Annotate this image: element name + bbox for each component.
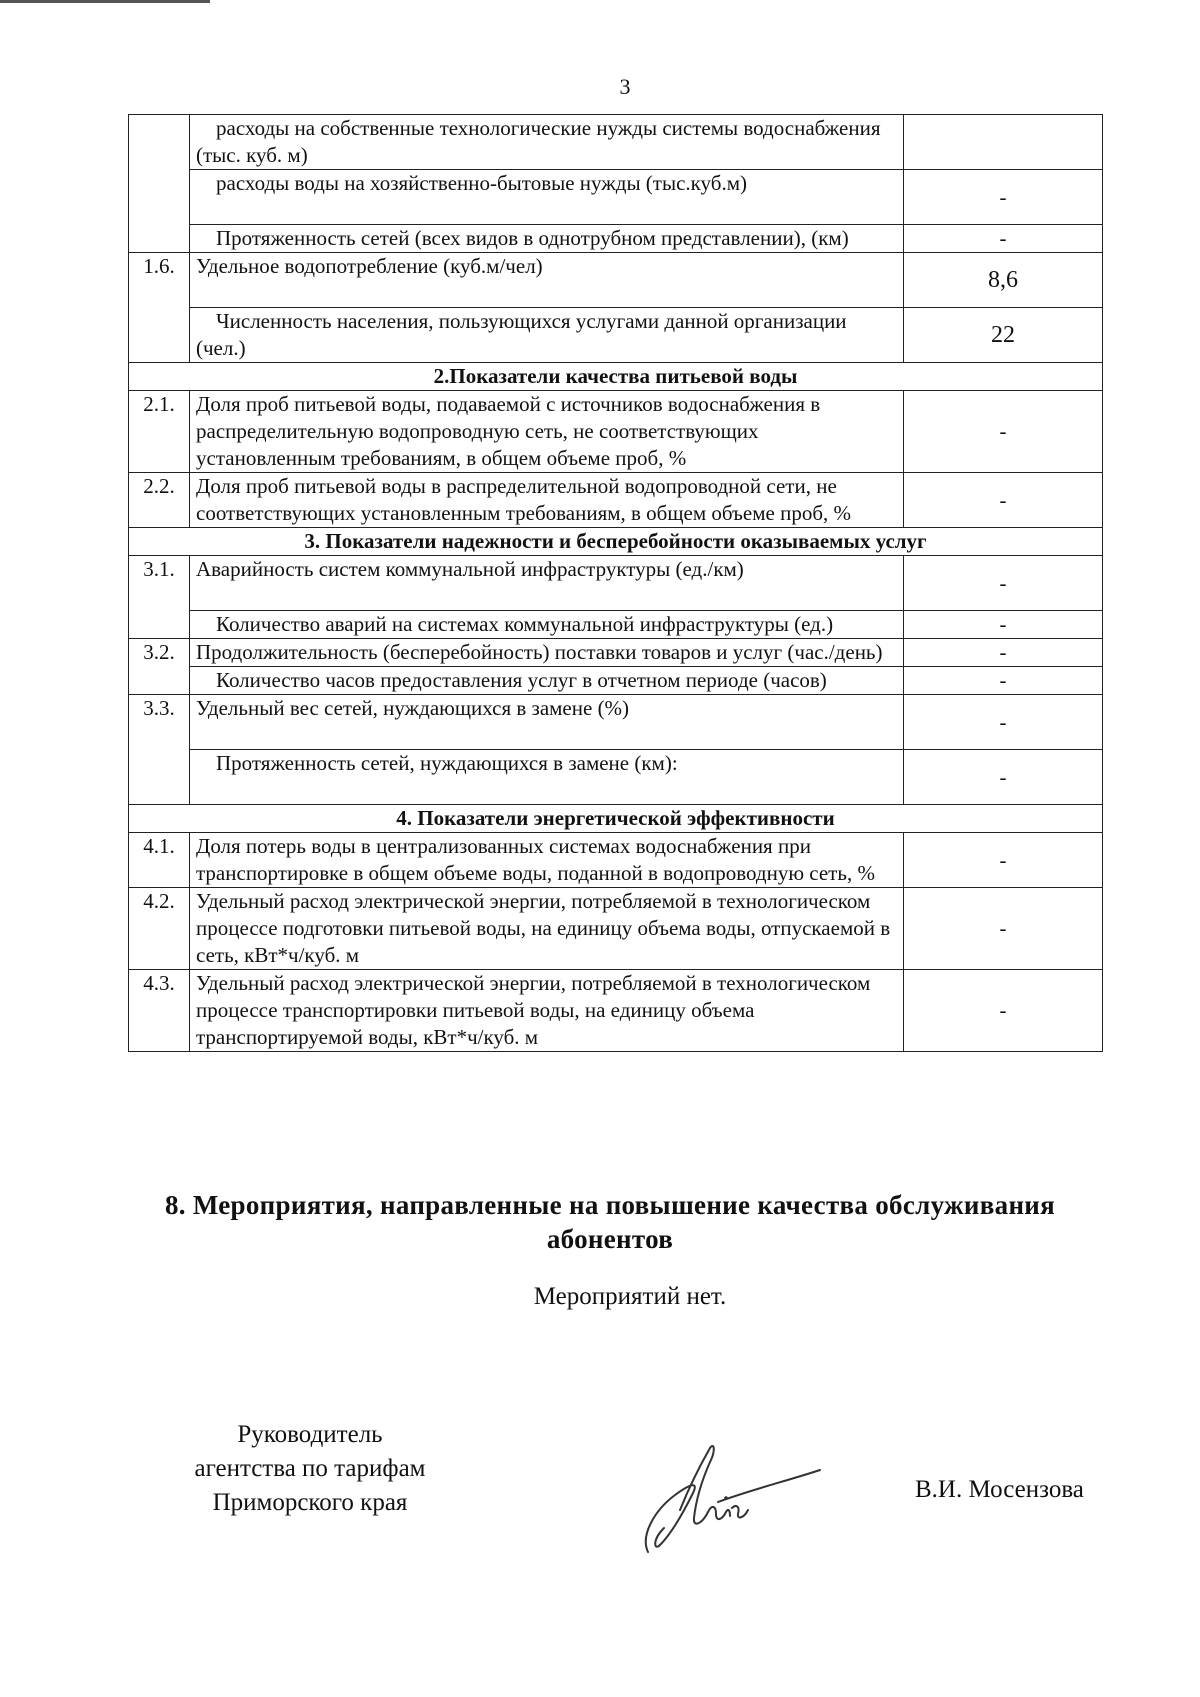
table-row [129, 308, 1103, 363]
indicator-name: расходы воды на хозяйственно-бытовые нужды (тыс.куб.м) [190, 170, 904, 225]
indicator-name: Удельное водопотребление (куб.м/чел) [190, 253, 904, 308]
table-row [129, 639, 1103, 667]
indicator-value: - [904, 695, 1103, 750]
table-row [129, 556, 1103, 611]
section-8-text: Мероприятий нет. [533, 1283, 727, 1310]
row-number: 4.1. [129, 833, 190, 888]
indicator-name: Доля проб питьевой воды в распределительной водопроводной сети, не соответствующих установленным требованиям, в общем объеме проб, % [190, 473, 904, 528]
indicator-value: - [904, 639, 1103, 667]
signer-title [160, 1418, 460, 1520]
indicators-table [128, 114, 1103, 1052]
indicator-name: Аварийность систем коммунальной инфраструктуры (ед./км) [190, 556, 904, 611]
indicator-value: - [904, 667, 1103, 695]
table-row [129, 170, 1103, 225]
table-section-row [129, 528, 1103, 556]
indicator-name: расходы на собственные технологические нужды системы водоснабжения (тыс. куб. м) [190, 115, 904, 170]
row-number: 4.2. [129, 888, 190, 970]
indicator-value: - [904, 888, 1103, 970]
row-number: 2.2. [129, 473, 190, 528]
table-row [129, 473, 1103, 528]
handwritten-signature [630, 1440, 830, 1560]
indicator-value: - [904, 473, 1103, 528]
table-row [129, 611, 1103, 639]
row-number [129, 115, 190, 253]
table-row [129, 750, 1103, 805]
indicator-name: Удельный вес сетей, нуждающихся в замене (%) [190, 695, 904, 750]
page-number: 3 [619, 74, 631, 99]
indicator-name: Доля проб питьевой воды, подаваемой с источников водоснабжения в распределительную водопроводную сеть, не соответствующих установленным требованиям, в общем объеме проб, % [190, 391, 904, 473]
row-number: 2.1. [129, 391, 190, 473]
row-number: 3.1. [129, 556, 190, 639]
indicator-name: Количество аварий на системах коммунальной инфраструктуры (ед.) [190, 611, 904, 639]
section-8-heading: 8. Мероприятия, направленные на повышение качества обслуживания абонентов [164, 1190, 1056, 1254]
indicator-value: - [904, 833, 1103, 888]
indicator-name: Продолжительность (бесперебойность) поставки товаров и услуг (час./день) [190, 639, 904, 667]
table-row [129, 888, 1103, 970]
indicator-value: - [904, 611, 1103, 639]
indicator-name: Удельный расход электрической энергии, потребляемой в технологическом процессе транспортировки питьевой воды, на единицу объема транспортируемой воды, кВт*ч/куб. м [190, 970, 904, 1052]
indicator-value: - [904, 750, 1103, 805]
section-title: 3. Показатели надежности и бесперебойности оказываемых услуг [129, 528, 1103, 556]
row-number: 3.3. [129, 695, 190, 805]
signer-name: В.И. Мосензова [915, 1476, 1084, 1503]
indicator-value: - [904, 225, 1103, 253]
indicator-value: 22 [904, 308, 1103, 363]
indicator-value: 8,6 [904, 253, 1103, 308]
indicator-value: - [904, 391, 1103, 473]
table-row [129, 225, 1103, 253]
row-number: 1.6. [129, 253, 190, 363]
indicator-name: Количество часов предоставления услуг в отчетном периоде (часов) [190, 667, 904, 695]
indicator-name: Доля потерь воды в централизованных системах водоснабжения при транспортировке в общем объеме воды, поданной в водопроводную сеть, % [190, 833, 904, 888]
table-row [129, 667, 1103, 695]
indicator-value: - [904, 170, 1103, 225]
signer-title-line: Приморского края [212, 1489, 408, 1516]
section-title: 4. Показатели энергетической эффективности [129, 805, 1103, 833]
indicator-name: Протяженность сетей, нуждающихся в замене (км): [190, 750, 904, 805]
table-row [129, 970, 1103, 1052]
table-row [129, 115, 1103, 170]
indicator-name: Удельный расход электрической энергии, потребляемой в технологическом процессе подготовки питьевой воды, на единицу объема воды, отпускаемой в сеть, кВт*ч/куб. м [190, 888, 904, 970]
indicator-value: - [904, 556, 1103, 611]
scan-edge-mark [0, 0, 210, 3]
table-row [129, 253, 1103, 308]
table-row [129, 391, 1103, 473]
table-section-row [129, 805, 1103, 833]
section-title: 2.Показатели качества питьевой воды [129, 363, 1103, 391]
signer-title-line: Руководитель [237, 1421, 383, 1448]
indicator-value [904, 115, 1103, 170]
table-section-row [129, 363, 1103, 391]
row-number: 4.3. [129, 970, 190, 1052]
table-row [129, 695, 1103, 750]
row-number: 3.2. [129, 639, 190, 695]
indicator-name: Численность населения, пользующихся услугами данной организации (чел.) [190, 308, 904, 363]
indicator-value: - [904, 970, 1103, 1052]
indicator-name: Протяженность сетей (всех видов в однотрубном представлении), (км) [190, 225, 904, 253]
table-row [129, 833, 1103, 888]
signer-title-line: агентства по тарифам [194, 1455, 426, 1482]
